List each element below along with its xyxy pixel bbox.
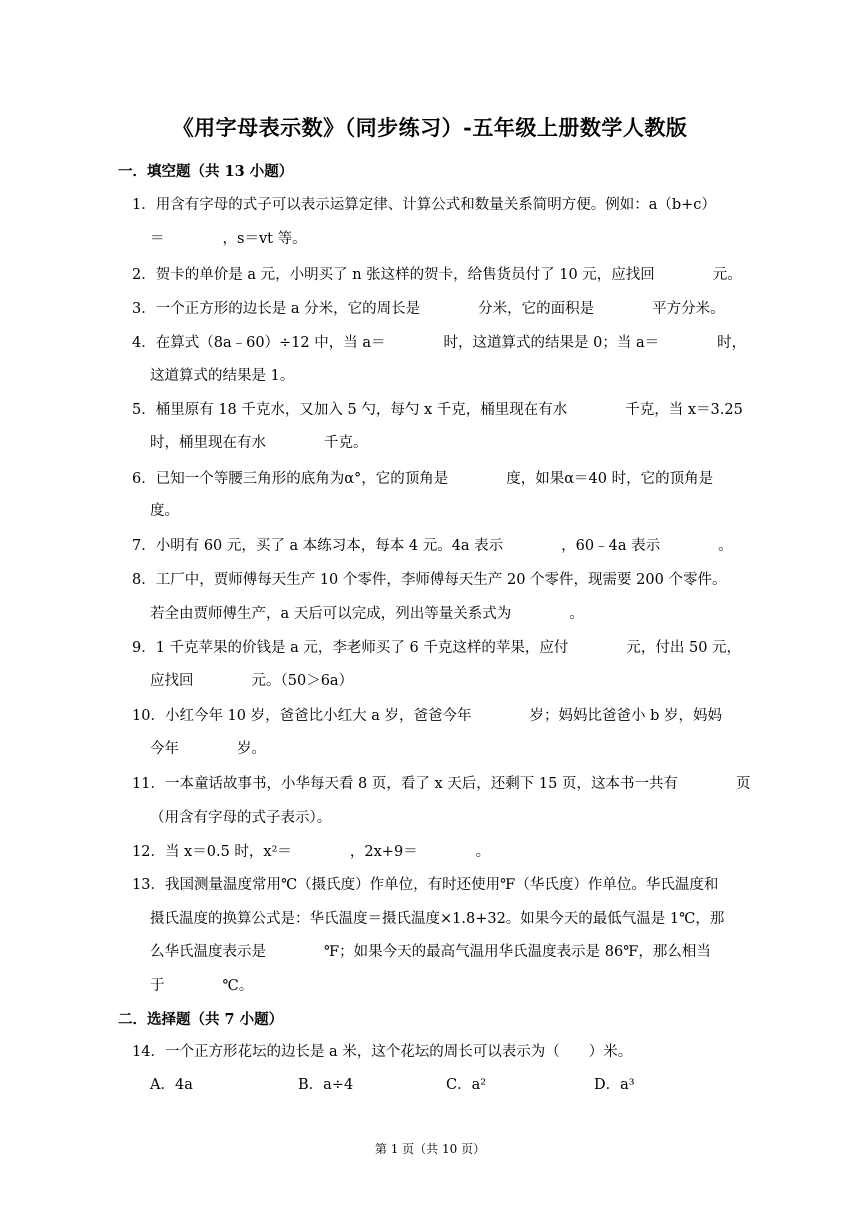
- question-12: 12．当 x＝0.5 时，x²＝ ，2x+9＝ 。: [132, 844, 491, 860]
- question-13-line-2: 摄氏温度的换算公式是：华氏温度＝摄氏温度×1.8+32。如果今天的最低气温是 1℃，那: [150, 911, 725, 927]
- question-9-line-2: 应找回 元。（50＞6a）: [150, 673, 354, 689]
- question-4-line-2: 这道算式的结果是 1。: [150, 368, 295, 384]
- question-6-line-1: 6．已知一个等腰三角形的底角为α°，它的顶角是 度，如果α＝40 时，它的顶角是: [132, 471, 714, 487]
- page-title: 《用字母表示数》（同步练习）-五年级上册数学人教版: [172, 115, 688, 140]
- choice-a[interactable]: A．4a: [150, 1077, 193, 1093]
- question-8-line-1: 8．工厂中，贾师傅每天生产 10 个零件，李师傅每天生产 20 个零件，现需要 200 个零件。: [132, 572, 727, 588]
- question-1-line-2: ＝ ，s＝vt 等。: [150, 231, 307, 247]
- question-6-line-2: 度。: [150, 503, 179, 519]
- question-7: 7．小明有 60 元，买了 a 本练习本，每本 4 元。4a 表示 ，60﹣4a 表示 。: [132, 538, 733, 554]
- question-11-line-2: （用含有字母的式子表示）。: [150, 810, 332, 826]
- question-1-line-1: 1．用含有字母的式子可以表示运算定律、计算公式和数量关系简明方便。例如：a（b+c）: [132, 197, 716, 213]
- choice-b[interactable]: B．a÷4: [298, 1077, 354, 1093]
- question-5-line-1: 5．桶里原有 18 千克水，又加入 5 勺，每勺 x 千克，桶里现在有水 千克，当 x＝3.25: [132, 402, 743, 418]
- section-heading-fill-blank: 一．填空题（共 13 小题）: [118, 163, 294, 180]
- question-8-line-2: 若全由贾师傅生产，a 天后可以完成，列出等量关系式为 。: [150, 606, 584, 622]
- question-11-line-1: 11．一本童话故事书，小华每天看 8 页，看了 x 天后，还剩下 15 页，这本书一共有 页: [132, 776, 751, 792]
- question-10-line-2: 今年 岁。: [150, 741, 266, 757]
- choice-c[interactable]: C．a²: [446, 1077, 487, 1093]
- question-3: 3．一个正方形的边长是 a 分米，它的周长是 分米，它的面积是 平方分米。: [132, 301, 725, 317]
- question-5-line-2: 时，桶里现在有水 千克。: [150, 435, 368, 451]
- question-4-line-1: 4．在算式（8a﹣60）÷12 中，当 a＝ 时，这道算式的结果是 0；当 a＝ 时，: [132, 335, 747, 351]
- question-13-line-1: 13．我国测量温度常用℃（摄氏度）作单位，有时还使用℉（华氏度）作单位。华氏温度和: [132, 877, 719, 893]
- choice-d[interactable]: D．a³: [594, 1077, 635, 1093]
- section-heading-multiple-choice: 二．选择题（共 7 小题）: [118, 1011, 284, 1028]
- question-13-line-3: 么华氏温度表示是 ℉；如果今天的最高气温用华氏温度表示是 86℉，那么相当: [150, 944, 711, 960]
- page-footer: 第 1 页（共 10 页）: [374, 1142, 486, 1156]
- question-14: 14．一个正方形花坛的边长是 a 米，这个花坛的周长可以表示为（ ）米。: [132, 1044, 633, 1060]
- question-10-line-1: 10．小红今年 10 岁，爸爸比小红大 a 岁，爸爸今年 岁；妈妈比爸爸小 b 岁，妈妈: [132, 708, 722, 724]
- question-9-line-1: 9．1 千克苹果的价钱是 a 元，李老师买了 6 千克这样的苹果，应付 元，付出 50 元，: [132, 640, 742, 656]
- question-13-line-4: 于 ℃。: [150, 978, 254, 994]
- question-2: 2．贺卡的单价是 a 元，小明买了 n 张这样的贺卡，给售货员付了 10 元，应找回 元。: [132, 267, 742, 283]
